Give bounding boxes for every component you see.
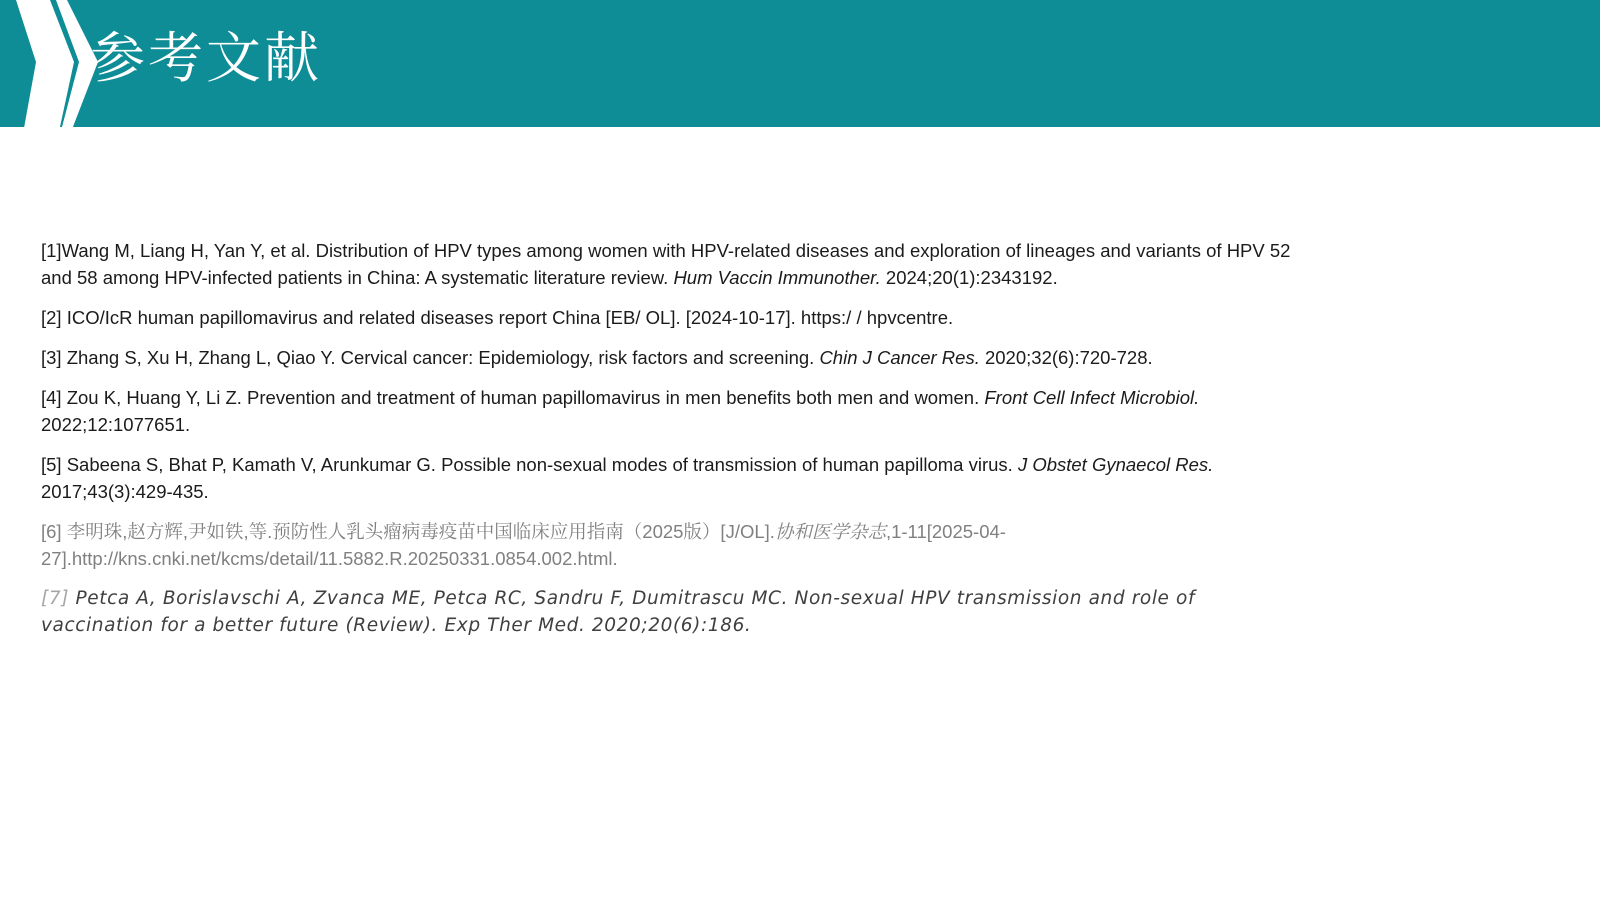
header-bar: [0, 0, 1600, 127]
reference-text: Hum Vaccin Immunother.: [673, 267, 881, 288]
reference-text: Exp Ther Med.: [444, 615, 586, 636]
reference-marker: [7]: [41, 588, 76, 609]
reference-item: [41, 237, 1293, 291]
reference-text: 2020;32(6):720-728.: [979, 347, 1153, 368]
reference-text: Wang M, Liang H, Yan Y, et al. Distribution of HPV types among women with HPV-related diseases and exploration of lineages and variants of HPV 52 and 58 among HPV-infected patients in China: A systematic literature review.: [41, 240, 1291, 288]
reference-text: Zou K, Huang Y, Li Z. Prevention and treatment of human papillomavirus in men benefits both men and women.: [66, 387, 985, 408]
reference-text: Sabeena S, Bhat P, Kamath V, Arunkumar G. Possible non-sexual modes of transmission of human papilloma virus.: [66, 454, 1018, 475]
reference-item: [41, 384, 1293, 438]
reference-text: Zhang S, Xu H, Zhang L, Qiao Y. Cervical cancer: Epidemiology, risk factors and screening.: [66, 347, 820, 368]
reference-item: [41, 304, 1293, 331]
reference-marker: [6]: [41, 521, 67, 542]
reference-marker: [1]: [41, 240, 62, 261]
reference-item: [41, 451, 1293, 505]
reference-marker: [2]: [41, 307, 67, 328]
reference-text: 2022;12:1077651.: [41, 414, 191, 435]
reference-text: 协和医学杂志: [774, 521, 886, 542]
reference-text: 2024;20(1):2343192.: [880, 267, 1058, 288]
reference-text: ,1-11[2025-04-27].http://kns.cnki.net/kcms/detail/11.5882.R.20250331.0854.002.html.: [41, 521, 1006, 569]
reference-text: 2017;43(3):429-435.: [41, 481, 209, 502]
page-title: 参考文献: [90, 27, 323, 89]
reference-text: 2020;20(6):186.: [585, 615, 752, 636]
reference-marker: [3]: [41, 347, 67, 368]
reference-marker: [5]: [41, 454, 67, 475]
reference-text: Front Cell Infect Microbiol.: [984, 387, 1200, 408]
reference-text: ICO/IcR human papillomavirus and related diseases report China [EB/ OL]. [2024-10-17]. https:/ / hpvcentre.: [66, 307, 954, 328]
reference-item: [41, 585, 1293, 639]
reference-item: [41, 518, 1293, 572]
reference-text: 李明珠,赵方辉,尹如铁,等.预防性人乳头瘤病毒疫苗中国临床应用指南（2025版）[J/OL].: [66, 521, 775, 542]
reference-item: [41, 344, 1293, 371]
reference-marker: [4]: [41, 387, 67, 408]
reference-text: Chin J Cancer Res.: [819, 347, 980, 368]
reference-text: Petca A, Borislavschi A, Zvanca ME, Petca RC, Sandru F, Dumitrascu MC. Non-sexual HPV transmission and role of vaccination for a better future (Review).: [41, 588, 1196, 636]
reference-text: J Obstet Gynaecol Res.: [1017, 454, 1214, 475]
references-list: [41, 237, 1293, 652]
